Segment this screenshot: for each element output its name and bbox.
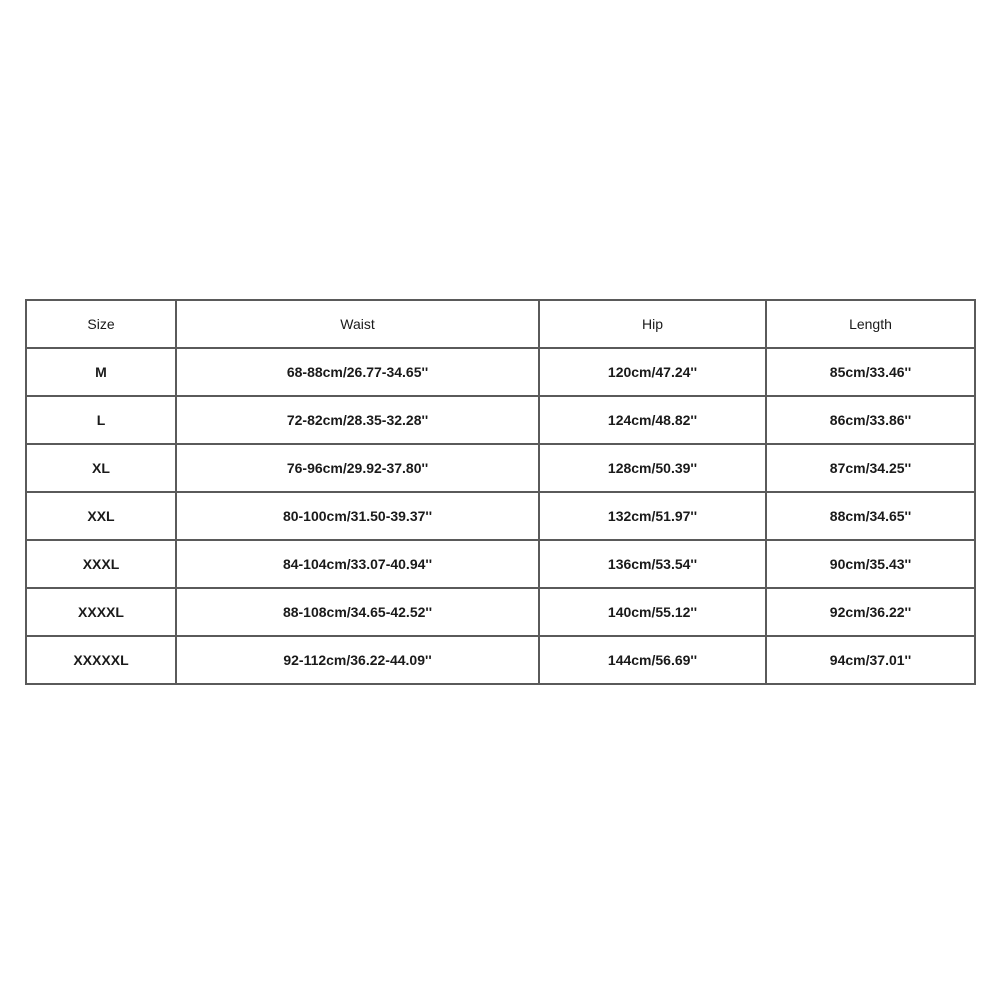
- size-cell: XL: [26, 444, 176, 492]
- size-cell: XXXXL: [26, 588, 176, 636]
- size-cell: M: [26, 348, 176, 396]
- hip-cell: 140cm/55.12'': [539, 588, 766, 636]
- size-cell: L: [26, 396, 176, 444]
- size-cell: XXL: [26, 492, 176, 540]
- waist-cell: 80-100cm/31.50-39.37'': [176, 492, 539, 540]
- hip-cell: 136cm/53.54'': [539, 540, 766, 588]
- size-chart-table: [25, 299, 976, 685]
- length-cell: 86cm/33.86'': [766, 396, 975, 444]
- table-row: [26, 588, 975, 636]
- hip-cell: 132cm/51.97'': [539, 492, 766, 540]
- waist-cell: 84-104cm/33.07-40.94'': [176, 540, 539, 588]
- header-waist: Waist: [176, 300, 539, 348]
- length-cell: 90cm/35.43'': [766, 540, 975, 588]
- length-cell: 85cm/33.46'': [766, 348, 975, 396]
- hip-cell: 120cm/47.24'': [539, 348, 766, 396]
- size-cell: XXXL: [26, 540, 176, 588]
- header-hip: Hip: [539, 300, 766, 348]
- table-row: [26, 396, 975, 444]
- length-cell: 94cm/37.01'': [766, 636, 975, 684]
- hip-cell: 128cm/50.39'': [539, 444, 766, 492]
- header-length: Length: [766, 300, 975, 348]
- length-cell: 92cm/36.22'': [766, 588, 975, 636]
- size-cell: XXXXXL: [26, 636, 176, 684]
- header-row: [26, 300, 975, 348]
- table-row: [26, 348, 975, 396]
- length-cell: 87cm/34.25'': [766, 444, 975, 492]
- table-row: [26, 540, 975, 588]
- hip-cell: 144cm/56.69'': [539, 636, 766, 684]
- waist-cell: 68-88cm/26.77-34.65'': [176, 348, 539, 396]
- table-row: [26, 444, 975, 492]
- waist-cell: 76-96cm/29.92-37.80'': [176, 444, 539, 492]
- length-cell: 88cm/34.65'': [766, 492, 975, 540]
- waist-cell: 92-112cm/36.22-44.09'': [176, 636, 539, 684]
- waist-cell: 72-82cm/28.35-32.28'': [176, 396, 539, 444]
- table-row: [26, 636, 975, 684]
- table-row: [26, 492, 975, 540]
- header-size: Size: [26, 300, 176, 348]
- hip-cell: 124cm/48.82'': [539, 396, 766, 444]
- waist-cell: 88-108cm/34.65-42.52'': [176, 588, 539, 636]
